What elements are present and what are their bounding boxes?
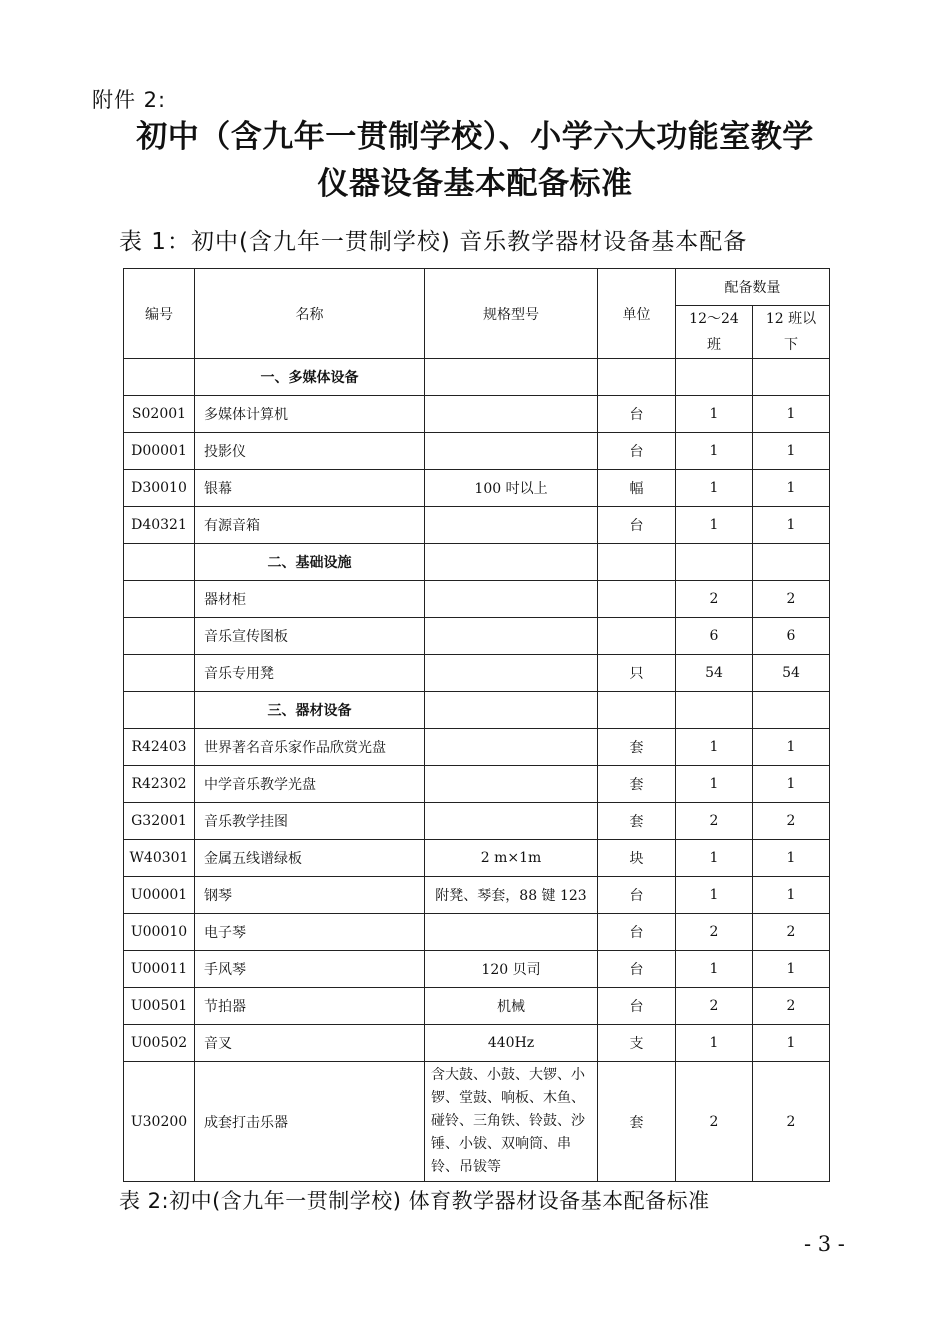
table-row (124, 396, 830, 433)
item-code: U00501 (124, 988, 195, 1025)
item-qty-12-24: 1 (676, 433, 753, 470)
item-qty-12-24: 1 (676, 840, 753, 877)
item-spec (425, 914, 598, 951)
header-col-12-24-line2: 班 (707, 337, 721, 353)
item-unit: 台 (598, 396, 676, 433)
table-row (124, 433, 830, 470)
item-qty-under-12: 6 (753, 618, 830, 655)
item-code: G32001 (124, 803, 195, 840)
header-unit: 单位 (598, 269, 676, 359)
item-unit (598, 618, 676, 655)
item-unit: 块 (598, 840, 676, 877)
item-qty-12-24: 1 (676, 877, 753, 914)
item-qty-under-12: 1 (753, 507, 830, 544)
section-code-cell (124, 544, 195, 581)
item-unit: 台 (598, 877, 676, 914)
item-qty-12-24: 1 (676, 507, 753, 544)
item-unit: 套 (598, 766, 676, 803)
table-row (124, 988, 830, 1025)
table-row (124, 840, 830, 877)
item-code: U00502 (124, 1025, 195, 1062)
equipment-table (123, 268, 830, 1182)
table-row (124, 951, 830, 988)
item-qty-under-12: 2 (753, 914, 830, 951)
table-row (124, 803, 830, 840)
item-unit: 套 (598, 803, 676, 840)
section-qa-cell (676, 544, 753, 581)
item-unit: 台 (598, 914, 676, 951)
section-qb-cell (753, 692, 830, 729)
section-code-cell (124, 692, 195, 729)
item-name: 电子琴 (195, 914, 425, 951)
item-name: 投影仪 (195, 433, 425, 470)
document-title-line1: 初中（含九年一贯制学校）、小学六大功能室教学 (136, 119, 814, 155)
table-row (124, 507, 830, 544)
item-qty-under-12: 54 (753, 655, 830, 692)
section-row (124, 692, 830, 729)
table2-caption: 表 2:初中(含九年一贯制学校) 体育教学器材设备基本配备标准 (119, 1189, 710, 1213)
item-code: S02001 (124, 396, 195, 433)
table-row (124, 618, 830, 655)
item-spec: 附凳、琴套，88 键 123 (425, 877, 598, 914)
section-code-cell (124, 359, 195, 396)
item-spec (425, 507, 598, 544)
item-qty-12-24: 1 (676, 766, 753, 803)
table-row (124, 766, 830, 803)
item-qty-under-12: 1 (753, 766, 830, 803)
item-code: D00001 (124, 433, 195, 470)
item-code: R42403 (124, 729, 195, 766)
item-unit: 只 (598, 655, 676, 692)
item-code: R42302 (124, 766, 195, 803)
page-number: - 3 - (804, 1232, 845, 1256)
item-qty-under-12: 1 (753, 840, 830, 877)
item-unit: 套 (598, 1062, 676, 1182)
item-spec (425, 729, 598, 766)
item-qty-12-24: 2 (676, 914, 753, 951)
item-name: 音乐宣传图板 (195, 618, 425, 655)
document-title-line2: 仪器设备基本配备标准 (317, 166, 633, 202)
item-spec: 机械 (425, 988, 598, 1025)
item-qty-under-12: 1 (753, 729, 830, 766)
item-name: 器材柜 (195, 581, 425, 618)
table-row (124, 729, 830, 766)
item-name: 世界著名音乐家作品欣赏光盘 (195, 729, 425, 766)
item-qty-12-24: 2 (676, 1062, 753, 1182)
item-qty-12-24: 2 (676, 988, 753, 1025)
item-code: W40301 (124, 840, 195, 877)
item-unit: 台 (598, 433, 676, 470)
header-spec: 规格型号 (425, 269, 598, 359)
header-col-under-12-line1: 12 班以 (765, 311, 817, 327)
section-unit-cell (598, 544, 676, 581)
item-spec (425, 766, 598, 803)
section-qa-cell (676, 692, 753, 729)
item-name: 金属五线谱绿板 (195, 840, 425, 877)
section-row (124, 544, 830, 581)
item-spec: 120 贝司 (425, 951, 598, 988)
item-qty-12-24: 1 (676, 729, 753, 766)
section-qa-cell (676, 359, 753, 396)
item-qty-under-12: 2 (753, 581, 830, 618)
item-qty-12-24: 2 (676, 803, 753, 840)
item-unit: 台 (598, 951, 676, 988)
item-qty-12-24: 1 (676, 470, 753, 507)
section-unit-cell (598, 359, 676, 396)
item-qty-under-12: 1 (753, 470, 830, 507)
section-unit-cell (598, 692, 676, 729)
header-col-under-12-line2: 下 (784, 337, 798, 353)
item-unit (598, 581, 676, 618)
header-col-12-24-line1: 12～24 (689, 311, 739, 327)
item-qty-under-12: 2 (753, 988, 830, 1025)
table-row (124, 914, 830, 951)
item-name: 音叉 (195, 1025, 425, 1062)
item-spec: 2 m×1m (425, 840, 598, 877)
item-code: D30010 (124, 470, 195, 507)
section-row (124, 359, 830, 396)
item-name: 钢琴 (195, 877, 425, 914)
item-qty-12-24: 1 (676, 396, 753, 433)
table-header-row (124, 269, 830, 306)
item-name: 音乐专用凳 (195, 655, 425, 692)
item-unit: 套 (598, 729, 676, 766)
item-qty-12-24: 54 (676, 655, 753, 692)
header-name: 名称 (195, 269, 425, 359)
item-unit: 台 (598, 988, 676, 1025)
section-title: 一、多媒体设备 (195, 359, 425, 396)
item-code: D40321 (124, 507, 195, 544)
item-spec: 440Hz (425, 1025, 598, 1062)
item-code (124, 655, 195, 692)
item-code: U00010 (124, 914, 195, 951)
table-row (124, 1025, 830, 1062)
table-row (124, 581, 830, 618)
item-spec (425, 433, 598, 470)
item-code (124, 581, 195, 618)
item-spec (425, 655, 598, 692)
item-name: 手风琴 (195, 951, 425, 988)
item-name: 音乐教学挂图 (195, 803, 425, 840)
table-row (124, 1062, 830, 1182)
item-name: 银幕 (195, 470, 425, 507)
item-qty-under-12: 1 (753, 433, 830, 470)
section-spec-cell (425, 359, 598, 396)
header-col-12-24 (676, 306, 753, 359)
item-spec (425, 803, 598, 840)
item-qty-under-12: 2 (753, 803, 830, 840)
item-name: 中学音乐教学光盘 (195, 766, 425, 803)
section-spec-cell (425, 692, 598, 729)
item-name: 成套打击乐器 (195, 1062, 425, 1182)
annex-label: 附件 2: (92, 88, 167, 112)
item-qty-12-24: 1 (676, 1025, 753, 1062)
item-code: U00001 (124, 877, 195, 914)
item-qty-under-12: 1 (753, 951, 830, 988)
section-qb-cell (753, 544, 830, 581)
header-col-under-12 (753, 306, 830, 359)
item-code (124, 618, 195, 655)
item-qty-under-12: 1 (753, 396, 830, 433)
item-name: 多媒体计算机 (195, 396, 425, 433)
item-qty-12-24: 1 (676, 951, 753, 988)
item-code: U30200 (124, 1062, 195, 1182)
item-spec (425, 618, 598, 655)
header-quantity: 配备数量 (676, 269, 830, 306)
table-row (124, 877, 830, 914)
item-unit: 支 (598, 1025, 676, 1062)
section-spec-cell (425, 544, 598, 581)
item-unit: 台 (598, 507, 676, 544)
section-qb-cell (753, 359, 830, 396)
item-qty-under-12: 1 (753, 877, 830, 914)
item-spec (425, 581, 598, 618)
section-title: 二、基础设施 (195, 544, 425, 581)
item-qty-12-24: 6 (676, 618, 753, 655)
table-row (124, 655, 830, 692)
item-qty-under-12: 1 (753, 1025, 830, 1062)
header-code: 编号 (124, 269, 195, 359)
table-body (124, 269, 830, 1182)
item-name: 有源音箱 (195, 507, 425, 544)
item-spec: 100 吋以上 (425, 470, 598, 507)
item-code: U00011 (124, 951, 195, 988)
item-unit: 幅 (598, 470, 676, 507)
item-qty-12-24: 2 (676, 581, 753, 618)
table-row (124, 470, 830, 507)
section-title: 三、器材设备 (195, 692, 425, 729)
item-spec: 含大鼓、小鼓、大锣、小锣、堂鼓、响板、木鱼、碰铃、三角铁、铃鼓、沙锤、小钹、双响筒、串铃、吊钹等 (425, 1062, 598, 1182)
item-name: 节拍器 (195, 988, 425, 1025)
item-qty-under-12: 2 (753, 1062, 830, 1182)
table1-caption: 表 1：初中(含九年一贯制学校) 音乐教学器材设备基本配备 (119, 229, 748, 255)
item-spec (425, 396, 598, 433)
